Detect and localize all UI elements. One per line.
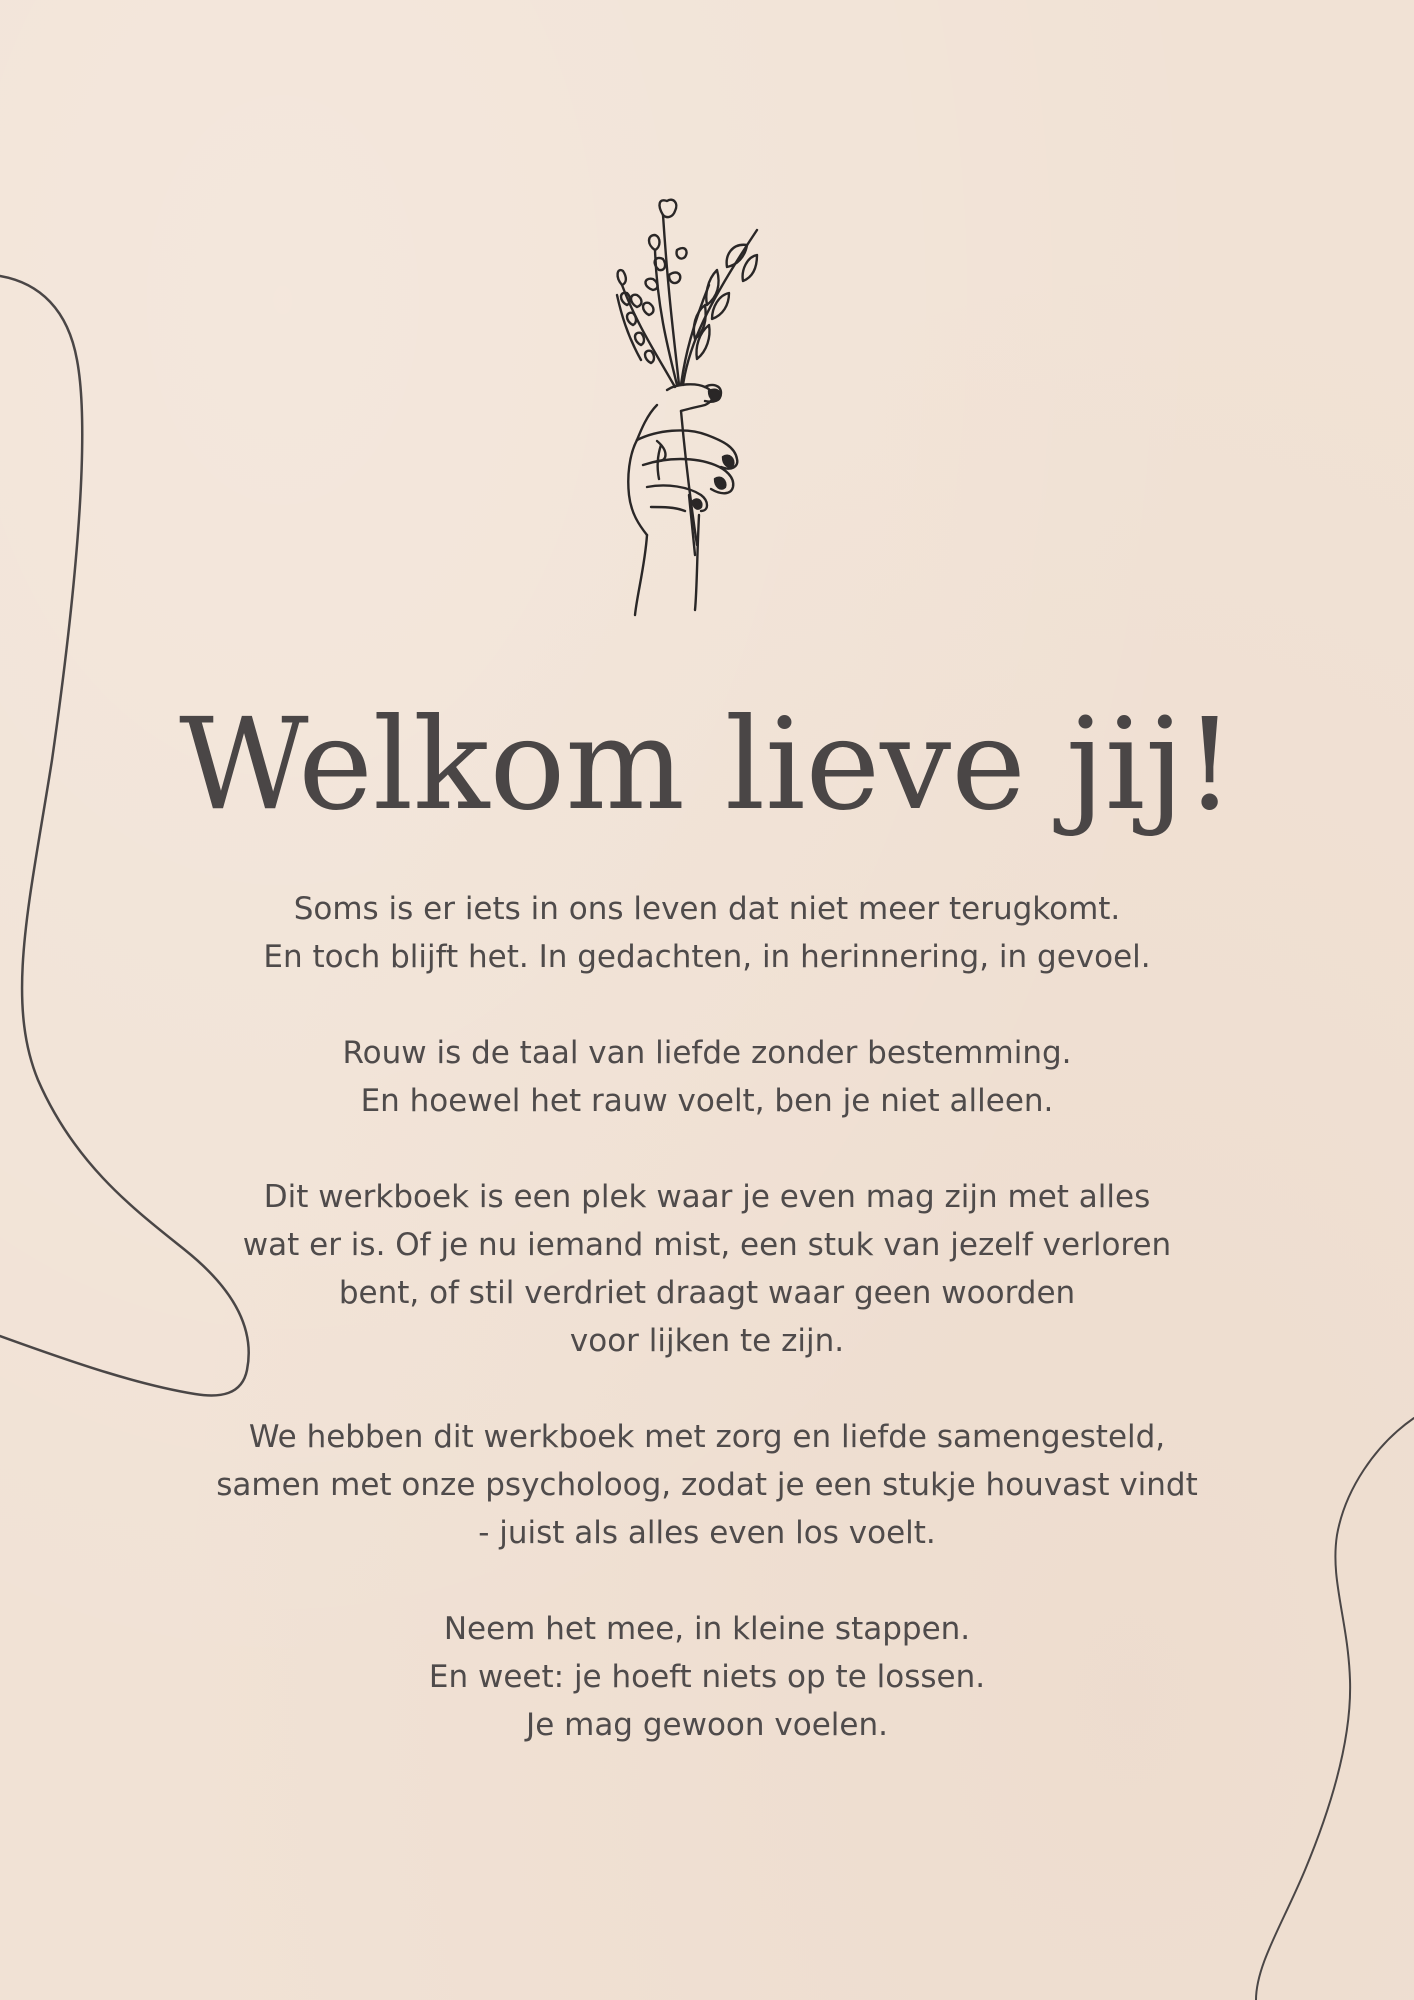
paragraph-2 (157, 1029, 1257, 1125)
paragraph-4 (157, 1413, 1257, 1557)
text-line: Soms is er iets in ons leven dat niet meer terugkomt. (293, 891, 1121, 927)
text-line: Rouw is de taal van liefde zonder bestemming. (342, 1035, 1072, 1071)
text-line: wat er is. Of je nu iemand mist, een stuk van jezelf verloren (242, 1227, 1172, 1263)
right-wavy-line (1256, 1418, 1414, 2000)
hand-holding-flowers-icon (597, 195, 777, 620)
text-line: Je mag gewoon voelen. (526, 1707, 888, 1743)
text-line: voor lijken te zijn. (569, 1323, 845, 1359)
text-line: We hebben dit werkboek met zorg en liefde samengesteld, (248, 1419, 1166, 1455)
text-line: - juist als alles even los voelt. (478, 1515, 936, 1551)
page-title: Welkom lieve jij! (179, 691, 1235, 838)
text-line: Dit werkboek is een plek waar je even mag zijn met alles (263, 1179, 1151, 1215)
text-line: samen met onze psycholoog, zodat je een stukje houvast vindt (216, 1467, 1198, 1503)
text-line: En weet: je hoeft niets op te lossen. (428, 1659, 986, 1695)
welcome-message (157, 885, 1257, 1749)
text-line: En toch blijft het. In gedachten, in herinnering, in gevoel. (263, 939, 1151, 975)
text-line: bent, of stil verdriet draagt waar geen woorden (338, 1275, 1076, 1311)
text-line: En hoewel het rauw voelt, ben je niet alleen. (360, 1083, 1054, 1119)
paragraph-5 (157, 1605, 1257, 1749)
paragraph-3 (157, 1173, 1257, 1365)
text-line: Neem het mee, in kleine stappen. (443, 1611, 971, 1647)
paragraph-1 (157, 885, 1257, 981)
